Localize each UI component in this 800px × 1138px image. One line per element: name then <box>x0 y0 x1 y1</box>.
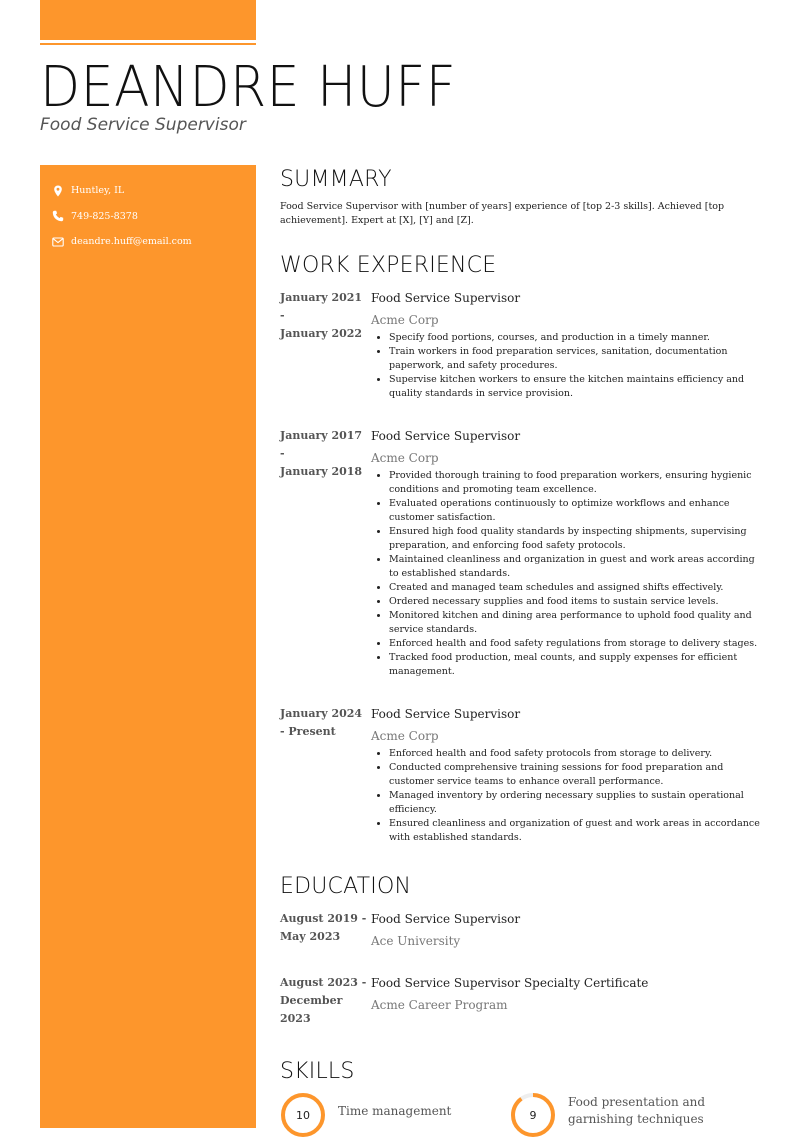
experience-role: Food Service Supervisor <box>371 429 521 443</box>
experience-date <box>280 427 371 679</box>
education-school: Acme Career Program <box>371 998 508 1012</box>
skill-score: 9 <box>529 1108 537 1122</box>
skill-item <box>510 1092 740 1138</box>
contact-email-text[interactable]: deandre.huff@email.com <box>71 236 192 248</box>
education-entry <box>280 910 760 950</box>
skill-name: Food presentation and garnishing techniques <box>568 1095 706 1126</box>
list-item: • Enforced health and food safety protocols from storage to delivery. <box>389 747 760 761</box>
experience-role: Food Service Supervisor <box>371 291 521 305</box>
experience-body <box>371 427 760 679</box>
phone-icon <box>52 210 64 222</box>
candidate-title: Food Service Supervisor <box>40 115 246 135</box>
date-end: May 2023 <box>280 930 341 943</box>
contact-phone <box>52 204 192 230</box>
list-item: • Tracked food production, meal counts, and supply expenses for efficient management. <box>389 651 760 679</box>
list-item: • Created and managed team schedules and assigned shifts effectively. <box>389 581 760 595</box>
experience-bullets <box>371 331 760 401</box>
header-accent-line <box>40 43 256 45</box>
location-pin-icon <box>52 185 64 197</box>
education-degree: Food Service Supervisor Specialty Certificate <box>371 976 649 990</box>
date-separator: - <box>280 309 285 322</box>
education-school: Ace University <box>371 934 461 948</box>
experience-bullets <box>371 747 760 845</box>
date-start: January 2017 <box>280 429 363 442</box>
list-item: • Ordered necessary supplies and food items to sustain service levels. <box>389 595 760 609</box>
summary-heading: SUMMARY <box>280 167 392 192</box>
education-date <box>280 910 371 950</box>
date-start: January 2021 <box>280 291 363 304</box>
list-item: • Maintained cleanliness and organization in guest and work areas according to established standards. <box>389 553 760 581</box>
summary-section <box>280 166 760 228</box>
skill-name: Time management <box>338 1104 452 1118</box>
contact-email[interactable] <box>52 229 192 255</box>
experience-body <box>371 289 760 401</box>
list-item: • Provided thorough training to food preparation workers, ensuring hygienic conditions and promoting team excellence. <box>389 469 760 497</box>
experience-bullets <box>371 469 760 679</box>
skill-rating-ring <box>510 1092 556 1138</box>
contact-location-text: Huntley, IL <box>71 185 125 197</box>
date-start: August 2023 - <box>280 976 367 989</box>
list-item: • Managed inventory by ordering necessary supplies to sustain operational efficiency. <box>389 789 760 817</box>
education-section <box>280 873 760 1028</box>
candidate-name: DEANDRE HUFF <box>40 55 457 120</box>
list-item: • Enforced health and food safety regulations from storage to delivery stages. <box>389 637 760 651</box>
date-end: January 2022 <box>280 327 363 340</box>
experience-date <box>280 705 371 845</box>
list-item: • Conducted comprehensive training sessions for food preparation and customer service teams to enhance overall performance. <box>389 761 760 789</box>
header-accent-bar <box>40 0 256 40</box>
education-body <box>371 974 760 1028</box>
experience-company: Acme Corp <box>371 729 439 743</box>
list-item: • Evaluated operations continuously to optimize workflows and enhance customer satisfaction. <box>389 497 760 525</box>
list-item: • Ensured high food quality standards by inspecting shipments, supervising preparation, and enforcing food safety protocols. <box>389 525 760 553</box>
skills-heading: SKILLS <box>280 1059 355 1084</box>
skills-section <box>280 1058 760 1138</box>
skill-score: 10 <box>296 1108 310 1122</box>
date-separator: - <box>280 447 285 460</box>
contact-phone-text: 749-825-8378 <box>71 210 138 222</box>
experience-entry <box>280 289 760 401</box>
list-item: • Supervise kitchen workers to ensure the kitchen maintains efficiency and quality standards in service provision. <box>389 373 760 401</box>
education-entry <box>280 974 760 1028</box>
date-start: August 2019 - <box>280 912 367 925</box>
experience-body <box>371 705 760 845</box>
experience-entry <box>280 427 760 679</box>
skill-item <box>280 1092 510 1138</box>
skills-list <box>280 1092 760 1138</box>
list-item: • Train workers in food preparation services, sanitation, documentation paperwork, and safety procedures. <box>389 345 760 373</box>
date-start: January 2024 <box>280 707 363 720</box>
contact-location <box>52 178 192 204</box>
summary-text: Food Service Supervisor with [number of years] experience of [top 2-3 skills]. Achieved [top achievement]. Expert at [X], [Y] and [Z]. <box>280 201 725 226</box>
experience-role: Food Service Supervisor <box>371 707 521 721</box>
experience-date <box>280 289 371 401</box>
education-heading: EDUCATION <box>280 874 412 899</box>
list-item: • Monitored kitchen and dining area performance to uphold food quality and service standards. <box>389 609 760 637</box>
experience-company: Acme Corp <box>371 451 439 465</box>
experience-heading: WORK EXPERIENCE <box>280 253 497 278</box>
sidebar <box>40 165 256 1128</box>
experience-section <box>280 252 760 845</box>
education-body <box>371 910 760 950</box>
education-degree: Food Service Supervisor <box>371 912 521 926</box>
date-separator: - Present <box>280 725 336 738</box>
date-end: December 2023 <box>280 994 343 1025</box>
skill-rating-ring <box>280 1092 326 1138</box>
contact-list <box>52 178 192 255</box>
date-end: January 2018 <box>280 465 363 478</box>
email-icon <box>52 236 64 248</box>
experience-entry <box>280 705 760 845</box>
main-content <box>280 166 760 1138</box>
list-item: • Specify food portions, courses, and production in a timely manner. <box>389 331 760 345</box>
education-date <box>280 974 371 1028</box>
list-item: • Ensured cleanliness and organization of guest and work areas in accordance with established standards. <box>389 817 760 845</box>
experience-company: Acme Corp <box>371 313 439 327</box>
